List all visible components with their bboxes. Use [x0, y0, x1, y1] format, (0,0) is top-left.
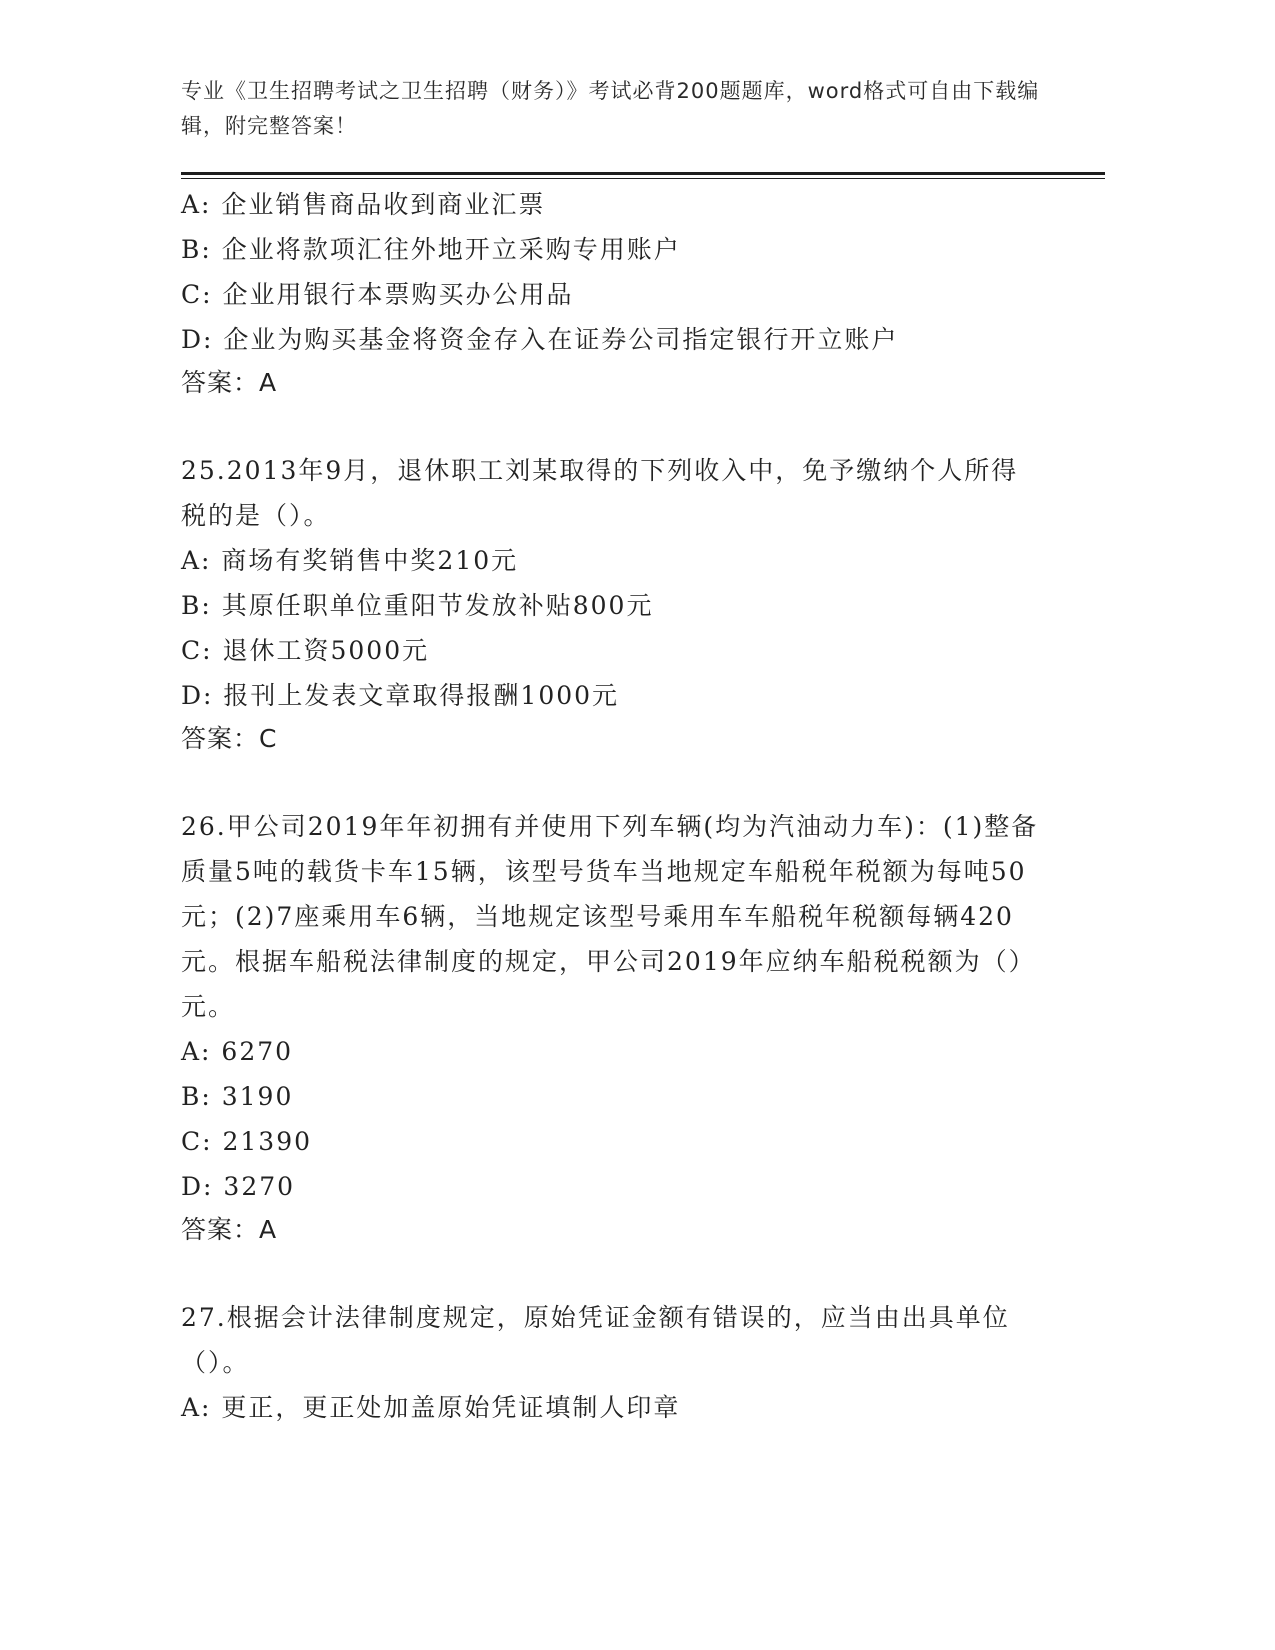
question-26 [181, 804, 1061, 1251]
option-c: C: 退休工资5000元 [181, 636, 430, 665]
question-stem: 25.2013年9月，退休职工刘某取得的下列收入中，免予缴纳个人所得税的是（）。 [181, 456, 1019, 530]
option-d: D: 3270 [181, 1172, 296, 1201]
option-d: D: 报刊上发表文章取得报酬1000元 [181, 681, 620, 710]
option-a: A: 更正，更正处加盖原始凭证填制人印章 [181, 1393, 681, 1422]
question-27 [181, 1295, 1061, 1430]
option-a: A: 企业销售商品收到商业汇票 [181, 190, 546, 219]
option-b: B: 企业将款项汇往外地开立采购专用账户 [181, 235, 681, 264]
document-header: 专业《卫生招聘考试之卫生招聘（财务）》考试必背200题题库，word格式可自由下载编辑，附完整答案！ [181, 79, 1040, 138]
header-divider-thin [181, 178, 1105, 179]
option-b: B: 其原任职单位重阳节发放补贴800元 [181, 591, 654, 620]
question-25 [181, 448, 1061, 760]
question-stem: 27.根据会计法律制度规定，原始凭证金额有错误的，应当由出具单位（）。 [181, 1303, 1010, 1377]
question-24 [181, 182, 1061, 404]
option-a: A: 商场有奖销售中奖210元 [181, 546, 519, 575]
answer: 答案：A [181, 1215, 278, 1244]
header-divider-thick [181, 172, 1105, 175]
option-b: B: 3190 [181, 1082, 294, 1111]
option-c: C: 21390 [181, 1127, 313, 1156]
question-stem: 26.甲公司2019年年初拥有并使用下列车辆(均为汽油动力车)：(1)整备质量5吨的载货卡车15辆，该型号货车当地规定车船税年税额为每吨50元；(2)7座乘用车6辆，当地规定该型号乘用车车船税年税额每辆420元。根据车船税法律制度的规定，甲公司2019年应纳车船税税额为（）元。 [181, 812, 1039, 1021]
answer: 答案：A [181, 368, 278, 397]
question-list [181, 182, 1061, 1430]
option-d: D: 企业为购买基金将资金存入在证券公司指定银行开立账户 [181, 325, 899, 354]
option-a: A: 6270 [181, 1037, 294, 1066]
answer: 答案：C [181, 724, 278, 753]
option-c: C: 企业用银行本票购买办公用品 [181, 280, 574, 309]
